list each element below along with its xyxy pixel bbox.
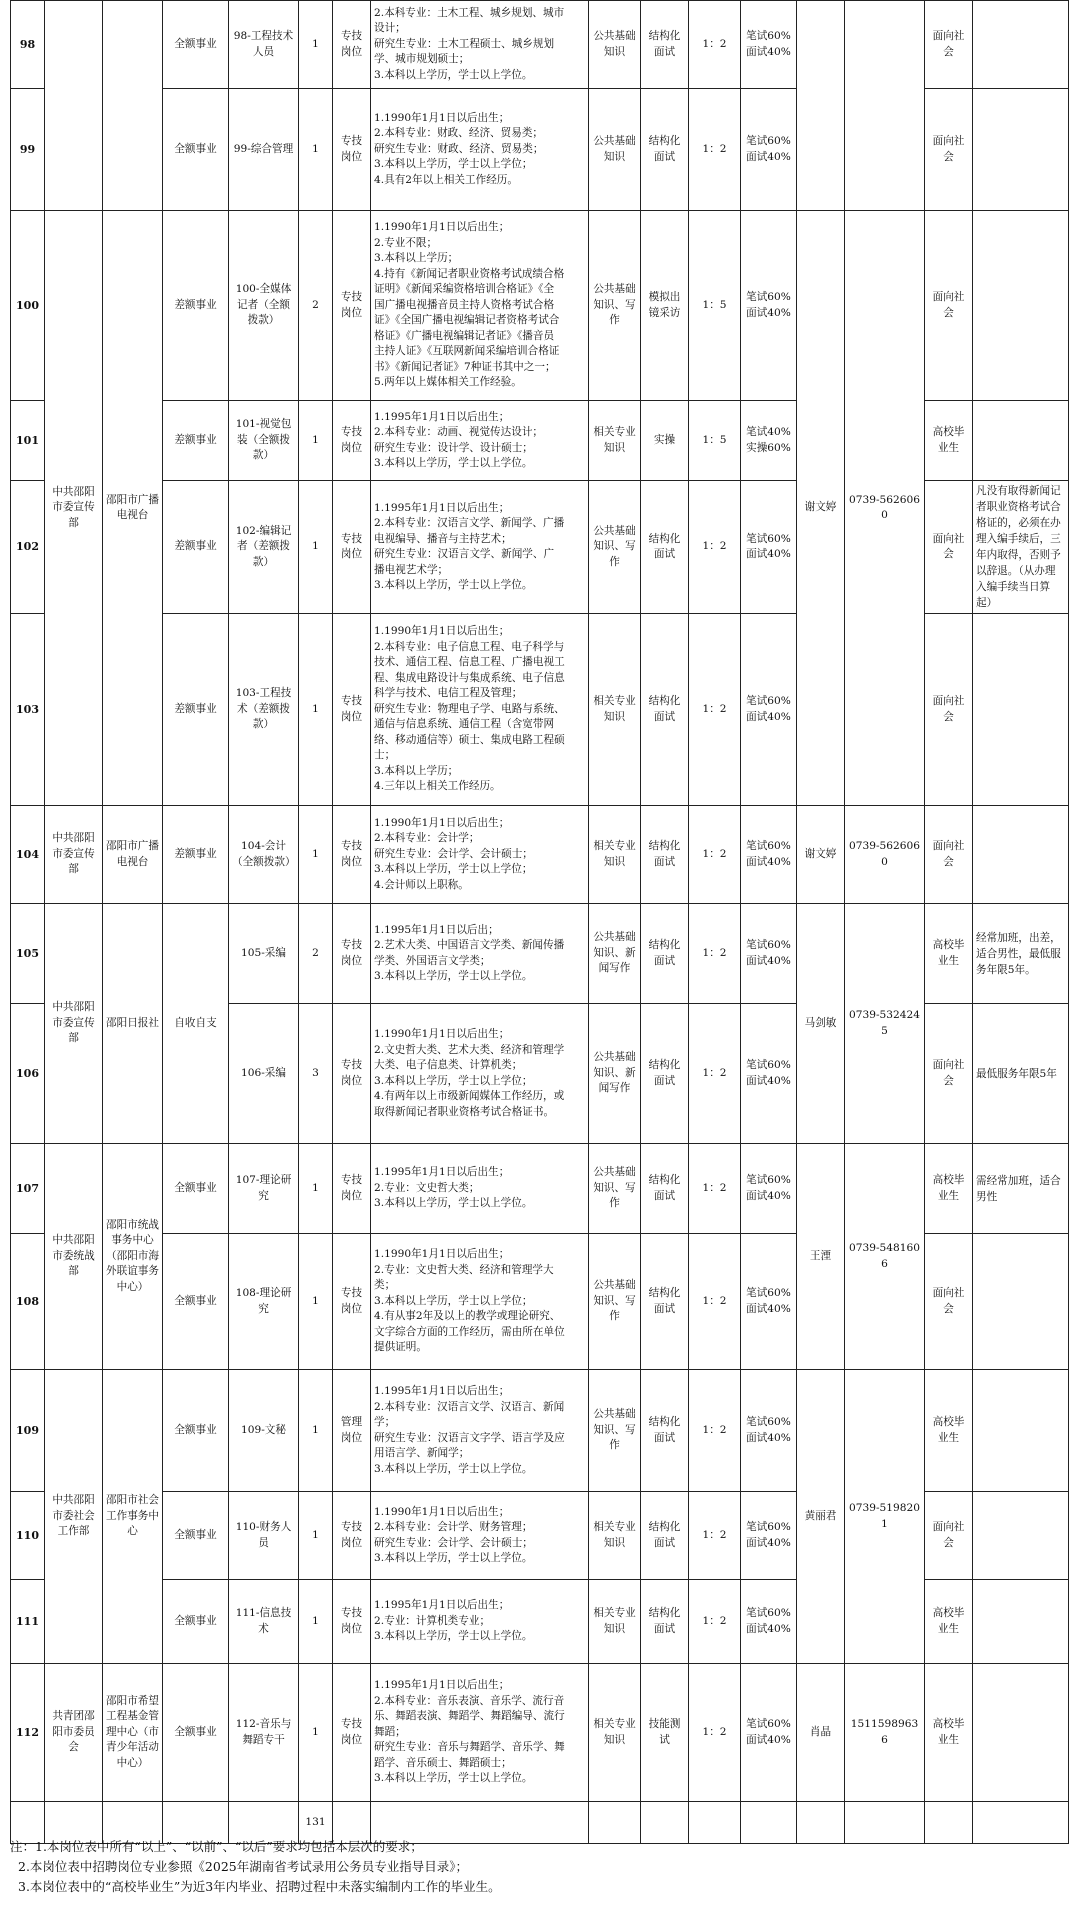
category-cell: 专技岗位 — [333, 1004, 371, 1144]
category-cell: 管理岗位 — [333, 1370, 371, 1492]
position-cell: 101-视觉包装（全额拨款） — [229, 401, 299, 481]
requirements-cell: 1.1990年1月1日以后出生； 2.文史哲大类、艺术大类、经济和管理学 大类、电子信息类、计算机类； 3.本科以上学历，学士以上学位； 4.有两年以上市级新闻媒体工作经历，或 取得新闻记者职业资格考试合格证书。 — [371, 1004, 589, 1144]
unit-cell: 共青团邵阳市委员会 — [45, 1664, 103, 1802]
contact-cell: 谢文婷 — [797, 211, 845, 806]
count-cell: 1 — [299, 806, 333, 904]
funding-cell: 差额事业 — [163, 401, 229, 481]
funding-cell: 差额事业 — [163, 614, 229, 806]
category-cell: 专技岗位 — [333, 1580, 371, 1664]
requirements-cell: 1.1995年1月1日以后出； 2.艺术大类、中国语言文学类、新闻传播 学类、外国语言文学类； 3.本科以上学历，学士以上学位。 — [371, 904, 589, 1004]
category-cell: 专技岗位 — [333, 1492, 371, 1580]
unit-cell: 中共邵阳市委宣传部 — [45, 904, 103, 1144]
interview-cell: 技能测试 — [641, 1664, 689, 1802]
count-cell: 2 — [299, 904, 333, 1004]
table-row — [11, 904, 1069, 1004]
funding-cell: 差额事业 — [163, 806, 229, 904]
remark-cell: 最低服务年限5年 — [973, 1004, 1069, 1144]
count-cell: 1 — [299, 1492, 333, 1580]
category-cell: 专技岗位 — [333, 614, 371, 806]
target-cell: 面向社会 — [925, 1492, 973, 1580]
target-cell: 面向社会 — [925, 1234, 973, 1370]
phone-cell: 0739-5481606 — [845, 1144, 925, 1370]
funding-cell: 全额事业 — [163, 1580, 229, 1664]
written-exam-cell: 公共基础知识 — [589, 89, 641, 211]
ratio-cell: 1：2 — [689, 1144, 741, 1234]
row-number: 112 — [11, 1664, 45, 1802]
funding-cell: 差额事业 — [163, 211, 229, 401]
ratio-cell: 1：2 — [689, 89, 741, 211]
contact-cell: 谢文婷 — [797, 806, 845, 904]
ratio-cell: 1：5 — [689, 401, 741, 481]
target-cell: 高校毕业生 — [925, 1370, 973, 1492]
count-cell: 1 — [299, 89, 333, 211]
unit-cell: 中共邵阳市委统战部 — [45, 1144, 103, 1370]
category-cell: 专技岗位 — [333, 481, 371, 614]
written-exam-cell: 公共基础知识、新闻写作 — [589, 1004, 641, 1144]
position-cell: 104-会计（全额拨款） — [229, 806, 299, 904]
written-exam-cell: 相关专业知识 — [589, 1492, 641, 1580]
weights-cell: 笔试60% 面试40% — [741, 1, 797, 89]
unit-cell: 中共邵阳市委社会工作部 — [45, 1370, 103, 1664]
category-cell: 专技岗位 — [333, 806, 371, 904]
phone-cell — [845, 1, 925, 211]
target-cell: 面向社会 — [925, 806, 973, 904]
weights-cell: 笔试60% 面试40% — [741, 1144, 797, 1234]
position-cell: 110-财务人员 — [229, 1492, 299, 1580]
written-exam-cell: 公共基础知识 — [589, 1, 641, 89]
table-row — [11, 1370, 1069, 1492]
target-cell: 面向社会 — [925, 481, 973, 614]
ratio-cell: 1：2 — [689, 1234, 741, 1370]
table-row — [11, 1664, 1069, 1802]
count-cell: 1 — [299, 1370, 333, 1492]
remark-cell — [973, 1, 1069, 89]
total-count: 131 — [299, 1802, 333, 1844]
remark-cell — [973, 1492, 1069, 1580]
position-cell: 107-理论研究 — [229, 1144, 299, 1234]
weights-cell: 笔试60% 面试40% — [741, 1492, 797, 1580]
contact-cell: 黄丽君 — [797, 1370, 845, 1664]
target-cell: 高校毕业生 — [925, 1144, 973, 1234]
requirements-cell: 2.本科专业：土木工程、城乡规划、城市 设计； 研究生专业：土木工程硕士、城乡规划 学、城市规划硕士； 3.本科以上学历，学士以上学位。 — [371, 1, 589, 89]
row-number: 110 — [11, 1492, 45, 1580]
remark-cell: 凡没有取得新闻记者职业资格考试合格证的，必须在办理入编手续后，三年内取得，否则予以辞退。（从办理入编手续当日算起） — [973, 481, 1069, 614]
count-cell: 1 — [299, 1664, 333, 1802]
interview-cell: 实操 — [641, 401, 689, 481]
table-row — [11, 806, 1069, 904]
written-exam-cell: 相关专业知识 — [589, 1664, 641, 1802]
remark-cell: 经常加班，出差，适合男性，最低服务年限5年。 — [973, 904, 1069, 1004]
target-cell: 面向社会 — [925, 211, 973, 401]
ratio-cell: 1：2 — [689, 1580, 741, 1664]
position-cell: 100-全媒体记者（全额拨款） — [229, 211, 299, 401]
weights-cell: 笔试60%面试40% — [741, 904, 797, 1004]
count-cell: 1 — [299, 401, 333, 481]
phone-cell: 0739-5198201 — [845, 1370, 925, 1664]
unit-cell: 中共邵阳市委宣传部 — [45, 211, 103, 806]
interview-cell: 结构化面试 — [641, 806, 689, 904]
dept-cell: 邵阳市广播电视台 — [103, 806, 163, 904]
weights-cell: 笔试60% 面试40% — [741, 1234, 797, 1370]
target-cell: 面向社会 — [925, 1, 973, 89]
row-number: 109 — [11, 1370, 45, 1492]
requirements-cell: 1.1990年1月1日以后出生； 2.专业：文史哲大类、经济和管理学大 类； 3.本科以上学历，学士以上学位； 4.有从事2年及以上的教学或理论研究、 文字综合方面的工作经历，需由所在单位 提供证明。 — [371, 1234, 589, 1370]
table-row — [11, 1144, 1069, 1234]
phone-cell: 0739-5626060 — [845, 806, 925, 904]
ratio-cell: 1：2 — [689, 1492, 741, 1580]
weights-cell: 笔试60% 面试40% — [741, 1580, 797, 1664]
dept-cell: 邵阳市社会工作事务中心 — [103, 1370, 163, 1664]
row-number: 107 — [11, 1144, 45, 1234]
target-cell: 高校毕业生 — [925, 401, 973, 481]
ratio-cell: 1：2 — [689, 806, 741, 904]
count-cell: 1 — [299, 1, 333, 89]
position-cell: 112-音乐与舞蹈专干 — [229, 1664, 299, 1802]
interview-cell: 模拟出镜采访 — [641, 211, 689, 401]
unit-cell: 中共邵阳市委宣传部 — [45, 806, 103, 904]
requirements-cell: 1.1995年1月1日以后出生； 2.本科专业：动画、视觉传达设计； 研究生专业：设计学、设计硕士； 3.本科以上学历，学士以上学位。 — [371, 401, 589, 481]
position-cell: 106-采编 — [229, 1004, 299, 1144]
ratio-cell: 1：5 — [689, 211, 741, 401]
interview-cell: 结构化面试 — [641, 1, 689, 89]
written-exam-cell: 公共基础知识、写作 — [589, 1370, 641, 1492]
dept-cell: 邵阳市希望工程基金管理中心（市青少年活动中心） — [103, 1664, 163, 1802]
weights-cell: 笔试60% 面试40% — [741, 1370, 797, 1492]
count-cell: 1 — [299, 614, 333, 806]
funding-cell: 差额事业 — [163, 481, 229, 614]
ratio-cell: 1：2 — [689, 904, 741, 1004]
category-cell: 专技岗位 — [333, 1234, 371, 1370]
target-cell: 面向社会 — [925, 614, 973, 806]
written-exam-cell: 公共基础知识、新闻写作 — [589, 904, 641, 1004]
table-row — [11, 211, 1069, 401]
category-cell: 专技岗位 — [333, 904, 371, 1004]
funding-cell: 自收自支 — [163, 904, 229, 1144]
position-cell: 111-信息技术 — [229, 1580, 299, 1664]
written-exam-cell: 公共基础知识、写作 — [589, 481, 641, 614]
interview-cell: 结构化面试 — [641, 1144, 689, 1234]
recruitment-table-page — [10, 0, 1070, 1844]
row-number: 99 — [11, 89, 45, 211]
ratio-cell: 1：2 — [689, 481, 741, 614]
category-cell: 专技岗位 — [333, 401, 371, 481]
count-cell: 1 — [299, 1580, 333, 1664]
position-cell: 103-工程技术（差额拨款） — [229, 614, 299, 806]
target-cell: 面向社会 — [925, 89, 973, 211]
count-cell: 1 — [299, 1144, 333, 1234]
weights-cell: 笔试60% 面试40% — [741, 481, 797, 614]
weights-cell: 笔试60% 面试40% — [741, 1664, 797, 1802]
contact-cell — [797, 1, 845, 211]
category-cell: 专技岗位 — [333, 89, 371, 211]
position-cell: 102-编辑记者（差额拨款） — [229, 481, 299, 614]
dept-cell: 邵阳日报社 — [103, 904, 163, 1144]
requirements-cell: 1.1995年1月1日以后出生； 2.专业：文史哲大类； 3.本科以上学历，学士以上学位。 — [371, 1144, 589, 1234]
weights-cell: 笔试60% 面试40% — [741, 806, 797, 904]
funding-cell: 全额事业 — [163, 1144, 229, 1234]
category-cell: 专技岗位 — [333, 211, 371, 401]
phone-cell: 0739-5626060 — [845, 211, 925, 806]
remark-cell — [973, 211, 1069, 401]
requirements-cell: 1.1995年1月1日以后出生； 2.专业：计算机类专业； 3.本科以上学历，学士以上学位。 — [371, 1580, 589, 1664]
position-cell: 98-工程技术人员 — [229, 1, 299, 89]
requirements-cell: 1.1990年1月1日以后出生； 2.本科专业：电子信息工程、电子科学与 技术、通信工程、信息工程、广播电视工 程、集成电路设计与集成系统、电子信息 科学与技术、电信工程及管理； 研究生专业：物理电子学、电路与系统、 通信与信息系统、通信工程（含宽带网 络、移动通信等）硕士、集成电路工程硕 士； 3.本科以上学历； 4.三年以上相关工作经历。 — [371, 614, 589, 806]
remark-cell — [973, 1580, 1069, 1664]
interview-cell: 结构化面试 — [641, 1004, 689, 1144]
funding-cell: 全额事业 — [163, 1664, 229, 1802]
remark-cell — [973, 1370, 1069, 1492]
table-row — [11, 1, 1069, 89]
requirements-cell: 1.1995年1月1日以后出生； 2.本科专业：汉语言文学、新闻学、广播 电视编导、播音与主持艺术； 研究生专业：汉语言文学、新闻学、广 播电视艺术学； 3.本科以上学历，学士以上学位。 — [371, 481, 589, 614]
interview-cell: 结构化面试 — [641, 1234, 689, 1370]
remark-cell — [973, 806, 1069, 904]
remark-cell — [973, 401, 1069, 481]
category-cell: 专技岗位 — [333, 1144, 371, 1234]
row-number: 111 — [11, 1580, 45, 1664]
row-number: 105 — [11, 904, 45, 1004]
note-line: 3.本岗位表中的“高校毕业生”为近3年内毕业、招聘过程中未落实编制内工作的毕业生。 — [18, 1879, 501, 1894]
row-number: 106 — [11, 1004, 45, 1144]
funding-cell: 全额事业 — [163, 1492, 229, 1580]
requirements-cell: 1.1995年1月1日以后出生； 2.本科专业：音乐表演、音乐学、流行音 乐、舞蹈表演、舞蹈学、舞蹈编导、流行 舞蹈； 研究生专业：音乐与舞蹈学、音乐学、舞 蹈学、音乐硕士、舞蹈硕士； 3.本科以上学历，学士以上学位。 — [371, 1664, 589, 1802]
target-cell: 高校毕业生 — [925, 1580, 973, 1664]
position-cell: 105-采编 — [229, 904, 299, 1004]
ratio-cell: 1：2 — [689, 1, 741, 89]
written-exam-cell: 公共基础知识、写作 — [589, 1234, 641, 1370]
weights-cell: 笔试60% 面试40% — [741, 211, 797, 401]
count-cell: 2 — [299, 211, 333, 401]
remark-cell — [973, 1234, 1069, 1370]
interview-cell: 结构化面试 — [641, 1580, 689, 1664]
written-exam-cell: 相关专业知识 — [589, 614, 641, 806]
written-exam-cell: 公共基础知识、写作 — [589, 1144, 641, 1234]
interview-cell: 结构化面试 — [641, 1370, 689, 1492]
remark-cell — [973, 614, 1069, 806]
interview-cell: 结构化面试 — [641, 89, 689, 211]
dept-cell: 邵阳市统战事务中心（邵阳市海外联谊事务中心） — [103, 1144, 163, 1370]
position-cell: 108-理论研究 — [229, 1234, 299, 1370]
funding-cell: 全额事业 — [163, 1234, 229, 1370]
note-line: 注：1.本岗位表中所有“以上”、“以前”、“以后”要求均包括本层次的要求； — [10, 1839, 423, 1854]
remark-cell: 需经常加班，适合男性 — [973, 1144, 1069, 1234]
category-cell: 专技岗位 — [333, 1, 371, 89]
requirements-cell: 1.1990年1月1日以后出生； 2.本科专业：财政、经济、贸易类； 研究生专业：财政、经济、贸易类； 3.本科以上学历，学士以上学位； 4.具有2年以上相关工作经历。 — [371, 89, 589, 211]
ratio-cell: 1：2 — [689, 1370, 741, 1492]
written-exam-cell: 相关专业知识 — [589, 806, 641, 904]
contact-cell: 肖晶 — [797, 1664, 845, 1802]
table-notes — [10, 1837, 1060, 1897]
funding-cell: 全额事业 — [163, 1, 229, 89]
count-cell: 1 — [299, 481, 333, 614]
contact-cell: 王湮 — [797, 1144, 845, 1370]
contact-cell: 马剑敏 — [797, 904, 845, 1144]
position-cell: 99-综合管理 — [229, 89, 299, 211]
row-number: 98 — [11, 1, 45, 89]
ratio-cell: 1：2 — [689, 1664, 741, 1802]
count-cell: 3 — [299, 1004, 333, 1144]
position-cell: 109-文秘 — [229, 1370, 299, 1492]
target-cell: 面向社会 — [925, 1004, 973, 1144]
weights-cell: 笔试40% 实操60% — [741, 401, 797, 481]
note-line: 2.本岗位表中招聘岗位专业参照《2025年湖南省考试录用公务员专业指导目录》； — [18, 1859, 468, 1874]
weights-cell: 笔试60%面试40% — [741, 1004, 797, 1144]
count-cell: 1 — [299, 1234, 333, 1370]
interview-cell: 结构化面试 — [641, 481, 689, 614]
funding-cell: 全额事业 — [163, 1370, 229, 1492]
interview-cell: 结构化面试 — [641, 614, 689, 806]
requirements-cell: 1.1995年1月1日以后出生； 2.本科专业：汉语言文学、汉语言、新闻 学； 研究生专业：汉语言文字学、语言学及应 用语言学、新闻学； 3.本科以上学历，学士以上学位。 — [371, 1370, 589, 1492]
remark-cell — [973, 89, 1069, 211]
written-exam-cell: 相关专业知识 — [589, 401, 641, 481]
interview-cell: 结构化面试 — [641, 1492, 689, 1580]
row-number: 104 — [11, 806, 45, 904]
dept-cell — [103, 1, 163, 211]
target-cell: 高校毕业生 — [925, 1664, 973, 1802]
ratio-cell: 1：2 — [689, 614, 741, 806]
requirements-cell: 1.1990年1月1日以后出生； 2.本科专业：会计学、财务管理； 研究生专业：会计学、会计硕士； 3.本科以上学历，学士以上学位。 — [371, 1492, 589, 1580]
unit-cell — [45, 1, 103, 211]
row-number: 102 — [11, 481, 45, 614]
row-number: 103 — [11, 614, 45, 806]
requirements-cell: 1.1990年1月1日以后出生； 2.专业不限； 3.本科以上学历； 4.持有《新闻记者职业资格考试成绩合格 证明》《新闻采编资格培训合格证》《全 国广播电视播音员主持人资格考试合格 证》《全国广播电视编辑记者资格考试合 格证》《广播电视编辑记者证》《播音员 主持人证》《互联网新闻采编培训合格证 书》《新闻记者证》7种证书其中之一； 5.两年以上媒体相关工作经验。 — [371, 211, 589, 401]
written-exam-cell: 相关专业知识 — [589, 1580, 641, 1664]
phone-cell: 0739-5324245 — [845, 904, 925, 1144]
row-number: 101 — [11, 401, 45, 481]
weights-cell: 笔试60% 面试40% — [741, 89, 797, 211]
target-cell: 高校毕业生 — [925, 904, 973, 1004]
requirements-cell: 1.1990年1月1日以后出生； 2.本科专业：会计学； 研究生专业：会计学、会计硕士； 3.本科以上学历，学士以上学位； 4.会计师以上职称。 — [371, 806, 589, 904]
funding-cell: 全额事业 — [163, 89, 229, 211]
row-number: 108 — [11, 1234, 45, 1370]
weights-cell: 笔试60% 面试40% — [741, 614, 797, 806]
written-exam-cell: 公共基础知识、写作 — [589, 211, 641, 401]
interview-cell: 结构化面试 — [641, 904, 689, 1004]
remark-cell — [973, 1664, 1069, 1802]
job-positions-table — [10, 0, 1069, 1844]
phone-cell: 15115989636 — [845, 1664, 925, 1802]
category-cell: 专技岗位 — [333, 1664, 371, 1802]
dept-cell: 邵阳市广播电视台 — [103, 211, 163, 806]
row-number: 100 — [11, 211, 45, 401]
ratio-cell: 1：2 — [689, 1004, 741, 1144]
